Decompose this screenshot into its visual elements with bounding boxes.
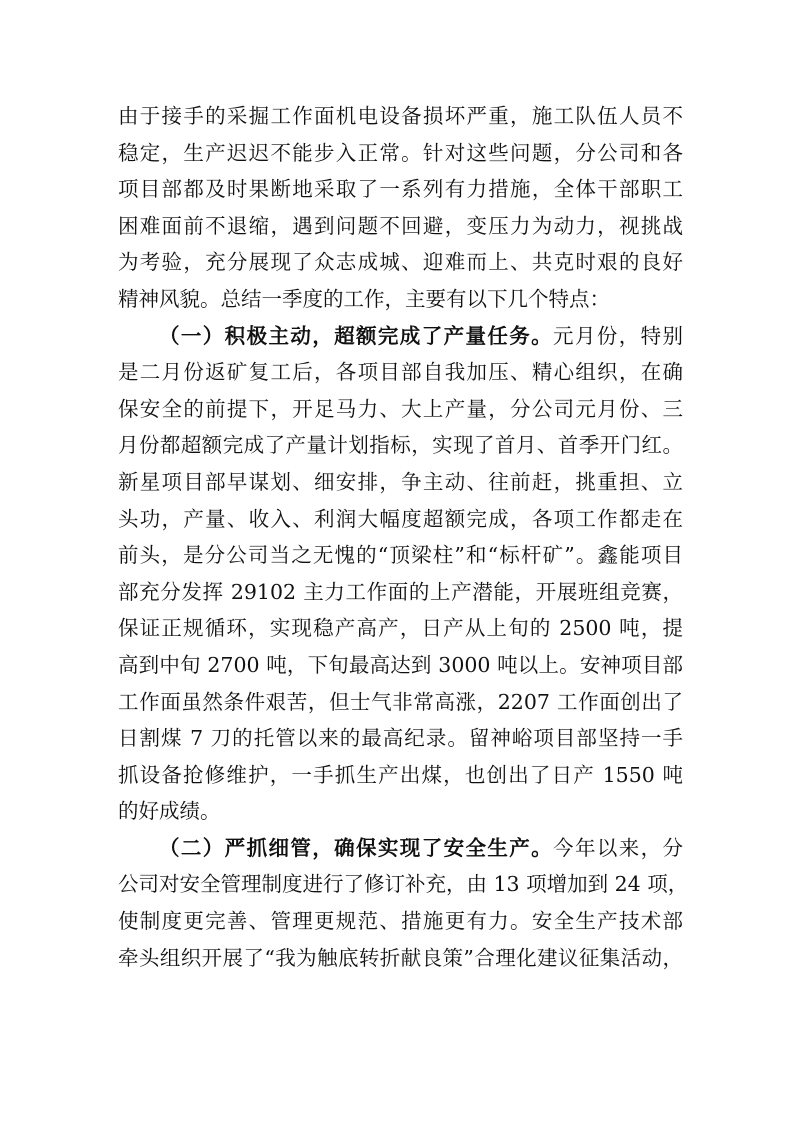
line-text: 是二月份返矿复工后，各项目部自我加压、精心组织，在确 [118,360,683,385]
line-text: 新星项目部早谋划、细安排，争主动、往前赶，挑重担、立 [118,469,683,494]
line-text: 为考验，充分展现了众志成城、迎难而上、共克时艰的良好 [118,250,683,275]
line-text: 前头，是分公司当之无愧的“顶梁柱”和“标杆矿”。鑫能项目 [118,543,683,568]
line-text: 月份都超额完成了产量计划指标，实现了首月、首季开门红。 [118,433,683,458]
line-text: 元月份，特别 [553,323,684,348]
line-text: 使制度更完善、管理更规范、措施更有力。安全生产技术部 [118,909,683,934]
line-text: 困难面前不退缩，遇到问题不回避，变压力为动力，视挑战 [118,213,683,238]
text-line [118,171,683,208]
text-line [118,391,683,428]
line-text: 牵头组织开展了“我为触底转折献良策”合理化建议征集活动， [118,945,683,970]
line-text: 高到中旬 2700 吨，下旬最高达到 3000 吨以上。安神项目部 [118,652,683,677]
line-text: 工作面虽然条件艰苦，但士气非常高涨，2207 工作面创出了 [118,689,683,714]
line-text: 保证正规循环，实现稳产高产，日产从上旬的 2500 吨，提 [118,616,683,641]
text-line [118,354,683,391]
text-line [118,757,683,794]
section-heading: （一）积极主动，超额完成了产量任务。 [159,323,554,348]
paragraph-first-line [118,830,683,867]
text-line [118,647,683,684]
line-text: 公司对安全管理制度进行了修订补充，由 13 项增加到 24 项， [118,872,689,897]
line-text: 保安全的前提下，开足马力、大上产量，分公司元月份、三 [118,396,683,421]
paragraph-first-line [118,318,683,355]
line-text: 精神风貌。总结一季度的工作，主要有以下几个特点： [118,286,610,311]
text-line [118,720,683,757]
line-text: 抓设备抢修维护，一手抓生产出煤，也创出了日产 1550 吨 [118,762,683,787]
text-line [118,793,683,830]
text-line [118,537,683,574]
text-line [118,281,683,318]
text-line [118,208,683,245]
line-text: 部充分发挥 29102 主力工作面的上产潜能，开展班组竞赛， [118,579,683,604]
text-line [118,98,683,135]
text-line [118,866,689,903]
text-line [118,684,683,721]
text-line [118,135,683,172]
line-text: 今年以来，分 [553,835,684,860]
text-line [118,574,683,611]
line-text: 项目部都及时果断地采取了一系列有力措施，全体干部职工 [118,177,683,202]
text-line [118,427,683,464]
line-text: 稳定，生产迟迟不能步入正常。针对这些问题，分公司和各 [118,140,683,165]
text-line [118,903,683,940]
section-heading: （二）严抓细管，确保实现了安全生产。 [159,835,554,860]
text-line [118,940,683,977]
line-text: 由于接手的采掘工作面机电设备损坏严重，施工队伍人员不 [118,104,683,128]
line-text: 的好成绩。 [118,799,221,824]
line-text: 头功，产量、收入、利润大幅度超额完成，各项工作都走在 [118,506,683,531]
text-line [118,464,683,501]
text-line [118,501,683,538]
text-line [118,244,683,281]
body-text [118,98,689,976]
text-line [118,610,683,647]
line-text: 日割煤 7 刀的托管以来的最高纪录。留神峪项目部坚持一手 [118,726,683,751]
